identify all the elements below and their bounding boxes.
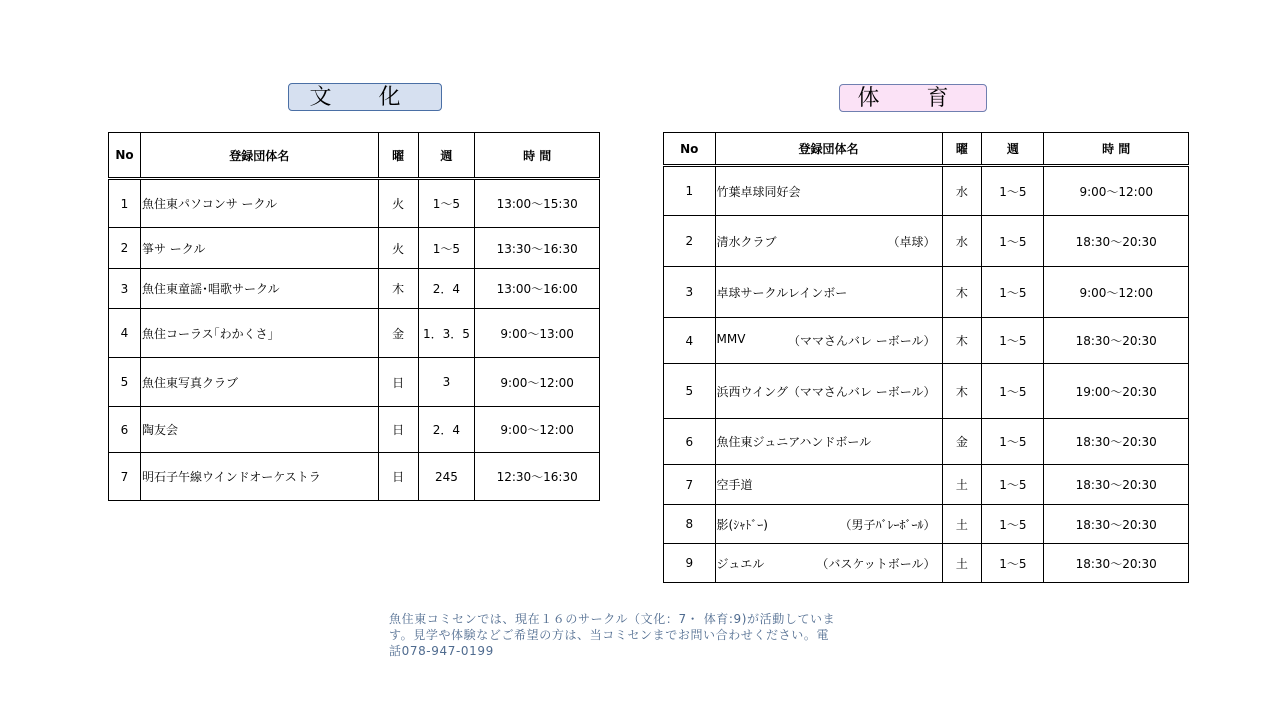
row-name bbox=[715, 505, 942, 544]
row-no: 8 bbox=[664, 505, 716, 544]
table-row bbox=[664, 216, 1189, 267]
row-time: 18:30〜20:30 bbox=[1044, 216, 1189, 267]
row-week: 1．3．5 bbox=[418, 309, 475, 358]
table-row bbox=[109, 453, 600, 501]
row-name-main: MMV bbox=[716, 332, 746, 346]
row-name-sub: （卓球） bbox=[887, 234, 936, 249]
row-day: 土 bbox=[942, 544, 982, 583]
row-day: 火 bbox=[378, 179, 418, 228]
row-name: 魚住東パソコンサ ークル bbox=[140, 179, 378, 228]
row-no: 7 bbox=[109, 453, 141, 501]
row-name bbox=[715, 267, 942, 318]
row-week: 1〜5 bbox=[982, 505, 1044, 544]
header-time: 時 間 bbox=[1044, 133, 1189, 166]
taiiku-title-badge: 体 育 bbox=[839, 84, 987, 112]
row-week: 3 bbox=[418, 358, 475, 407]
table-row bbox=[109, 228, 600, 269]
table-row bbox=[664, 505, 1189, 544]
row-week: 1〜5 bbox=[982, 364, 1044, 419]
row-name bbox=[715, 419, 942, 465]
header-name: 登録団体名 bbox=[140, 133, 378, 179]
row-no: 5 bbox=[664, 364, 716, 419]
row-time: 9:00〜12:00 bbox=[1044, 267, 1189, 318]
row-name: 魚住東写真クラブ bbox=[140, 358, 378, 407]
row-no: 7 bbox=[664, 465, 716, 505]
row-no: 2 bbox=[664, 216, 716, 267]
row-no: 2 bbox=[109, 228, 141, 269]
row-time: 19:00〜20:30 bbox=[1044, 364, 1189, 419]
row-day: 木 bbox=[942, 364, 982, 419]
table-row bbox=[664, 544, 1189, 583]
row-name bbox=[715, 364, 942, 419]
header-time: 時 間 bbox=[475, 133, 600, 179]
row-day: 金 bbox=[942, 419, 982, 465]
row-week: 2．4 bbox=[418, 407, 475, 453]
table-row bbox=[109, 407, 600, 453]
taiiku-circle-table bbox=[663, 132, 1189, 583]
row-name: 箏サ ークル bbox=[140, 228, 378, 269]
row-week: 1〜5 bbox=[982, 419, 1044, 465]
row-day: 火 bbox=[378, 228, 418, 269]
table-row bbox=[109, 358, 600, 407]
row-day: 水 bbox=[942, 216, 982, 267]
table-row bbox=[109, 309, 600, 358]
row-day: 木 bbox=[942, 318, 982, 364]
row-no: 9 bbox=[664, 544, 716, 583]
header-name: 登録団体名 bbox=[715, 133, 942, 166]
row-time: 13:30〜16:30 bbox=[475, 228, 600, 269]
table-row bbox=[664, 318, 1189, 364]
row-time: 12:30〜16:30 bbox=[475, 453, 600, 501]
row-no: 6 bbox=[109, 407, 141, 453]
row-no: 3 bbox=[664, 267, 716, 318]
row-time: 9:00〜12:00 bbox=[475, 358, 600, 407]
row-name-main: ジュエル bbox=[716, 556, 765, 571]
row-no: 5 bbox=[109, 358, 141, 407]
row-week: 1〜5 bbox=[982, 216, 1044, 267]
row-week: 1〜5 bbox=[418, 228, 475, 269]
row-name bbox=[715, 166, 942, 216]
row-name-main: 卓球サークルレインボー bbox=[716, 285, 848, 300]
row-week: 1〜5 bbox=[418, 179, 475, 228]
row-day: 日 bbox=[378, 453, 418, 501]
row-no: 3 bbox=[109, 269, 141, 309]
header-day: 曜 bbox=[942, 133, 982, 166]
row-day: 木 bbox=[942, 267, 982, 318]
row-time: 18:30〜20:30 bbox=[1044, 505, 1189, 544]
row-name bbox=[715, 216, 942, 267]
row-name-main: 空手道 bbox=[716, 478, 753, 492]
row-name-sub: （ママさんバレ ーボール） bbox=[787, 334, 936, 348]
row-name: 魚住東童謡･唱歌サークル bbox=[140, 269, 378, 309]
row-week: 1〜5 bbox=[982, 544, 1044, 583]
row-name-sub: （バスケットボール） bbox=[816, 556, 936, 571]
row-time: 18:30〜20:30 bbox=[1044, 318, 1189, 364]
table-row bbox=[109, 179, 600, 228]
row-week: 245 bbox=[418, 453, 475, 501]
bunka-circle-table bbox=[108, 132, 600, 501]
row-week: 1〜5 bbox=[982, 318, 1044, 364]
row-no: 1 bbox=[664, 166, 716, 216]
row-no: 4 bbox=[109, 309, 141, 358]
row-name-sub: （男子ﾊﾞﾚｰﾎﾞｰﾙ） bbox=[839, 517, 936, 532]
table-header-row bbox=[109, 133, 600, 179]
table-row bbox=[664, 364, 1189, 419]
table-header-row bbox=[664, 133, 1189, 166]
row-no: 4 bbox=[664, 318, 716, 364]
row-time: 9:00〜12:00 bbox=[1044, 166, 1189, 216]
row-no: 1 bbox=[109, 179, 141, 228]
table-row bbox=[664, 419, 1189, 465]
row-name bbox=[715, 544, 942, 583]
row-day: 金 bbox=[378, 309, 418, 358]
row-day: 日 bbox=[378, 407, 418, 453]
bunka-title-badge: 文 化 bbox=[288, 83, 442, 111]
row-week: 1〜5 bbox=[982, 166, 1044, 216]
footer-note: 魚住東コミセンでは、現在１６のサークル（文化：7・ 体育:9)が活動しています。見学や体験などご希望の方は、当コミセンまでお問い合わせください。電話078-947-0199 bbox=[389, 612, 836, 658]
table-row bbox=[664, 166, 1189, 216]
row-name bbox=[715, 465, 942, 505]
header-day: 曜 bbox=[378, 133, 418, 179]
row-name bbox=[715, 318, 942, 364]
table-row bbox=[664, 267, 1189, 318]
row-time: 9:00〜12:00 bbox=[475, 407, 600, 453]
row-week: 1〜5 bbox=[982, 465, 1044, 505]
row-day: 木 bbox=[378, 269, 418, 309]
row-time: 9:00〜13:00 bbox=[475, 309, 600, 358]
header-week: 週 bbox=[418, 133, 475, 179]
row-day: 土 bbox=[942, 505, 982, 544]
row-name-main: 竹葉卓球同好会 bbox=[716, 184, 801, 199]
header-no: No bbox=[109, 133, 141, 179]
row-day: 日 bbox=[378, 358, 418, 407]
row-day: 土 bbox=[942, 465, 982, 505]
table-row bbox=[109, 269, 600, 309]
table-row bbox=[664, 465, 1189, 505]
row-time: 18:30〜20:30 bbox=[1044, 419, 1189, 465]
row-name: 魚住コーラス｢わかくさ｣ bbox=[140, 309, 378, 358]
row-name: 陶友会 bbox=[140, 407, 378, 453]
header-week: 週 bbox=[982, 133, 1044, 166]
row-day: 水 bbox=[942, 166, 982, 216]
row-no: 6 bbox=[664, 419, 716, 465]
row-name-main: 影(ｼｬﾄﾞｰ) bbox=[716, 517, 768, 532]
row-time: 13:00〜16:00 bbox=[475, 269, 600, 309]
header-no: No bbox=[664, 133, 716, 166]
row-week: 2．4 bbox=[418, 269, 475, 309]
row-name: 明石子午線ウインドオーケストラ bbox=[140, 453, 378, 501]
row-name-main: 魚住東ジュニアハンドボール bbox=[716, 435, 872, 449]
row-time: 18:30〜20:30 bbox=[1044, 465, 1189, 505]
row-time: 13:00〜15:30 bbox=[475, 179, 600, 228]
row-name-main: 浜西ウイング（ママさんバレ ーボール） bbox=[716, 384, 936, 399]
row-week: 1〜5 bbox=[982, 267, 1044, 318]
row-name-main: 清水クラブ bbox=[716, 234, 777, 249]
row-time: 18:30〜20:30 bbox=[1044, 544, 1189, 583]
